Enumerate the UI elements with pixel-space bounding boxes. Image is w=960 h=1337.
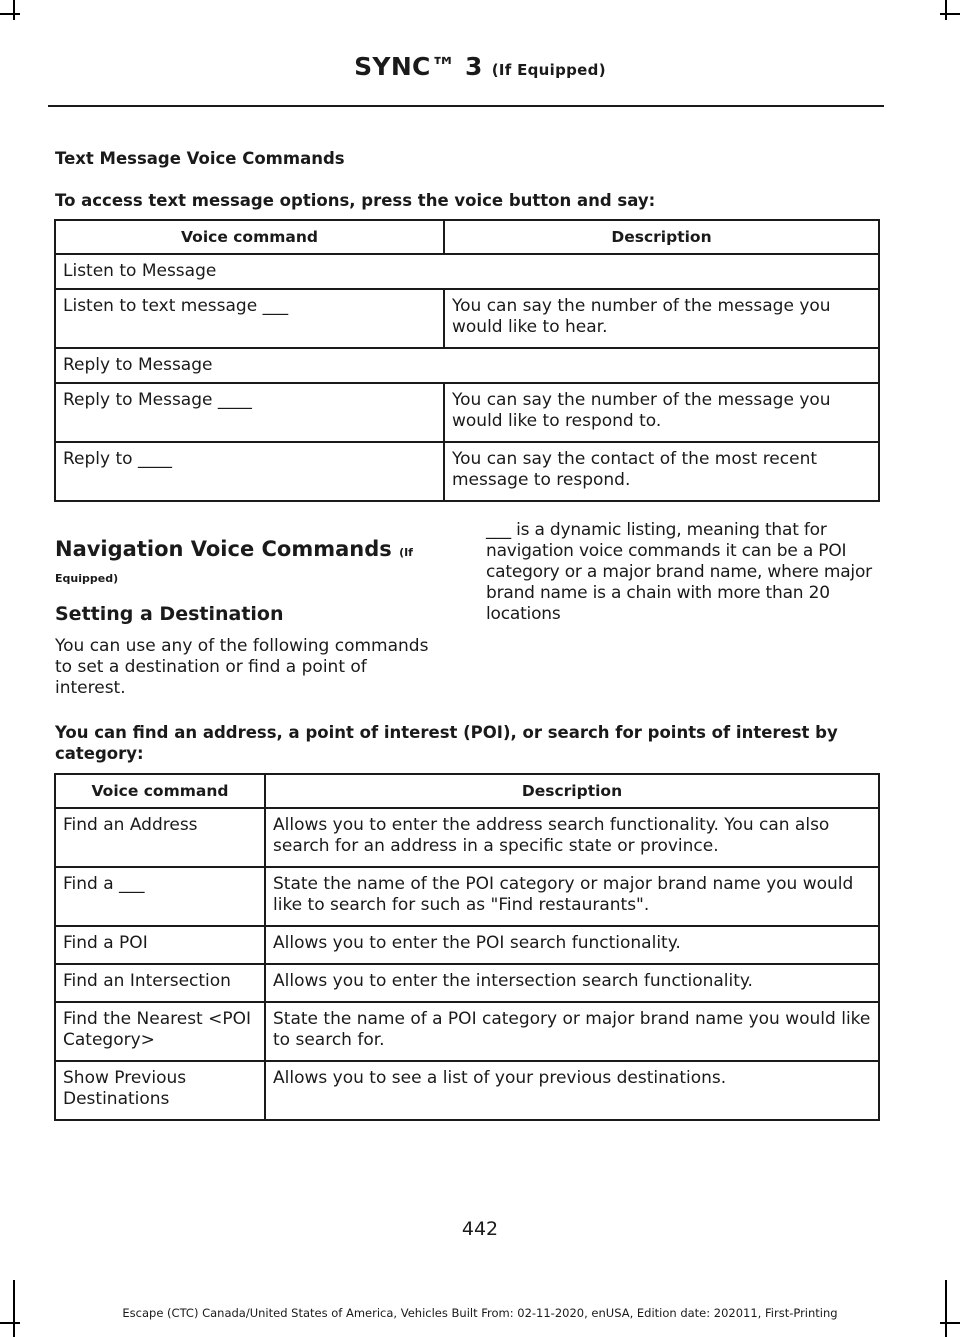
- text-section-intro: To access text message options, press the voice button and say:: [55, 191, 656, 210]
- page-footer: Escape (CTC) Canada/United States of America, Vehicles Built From: 02-11-2020, enUSA, Edition date: 202011, First-Printing: [122, 1306, 838, 1320]
- crop-mark: [0, 1322, 20, 1324]
- table-row: [55, 964, 879, 1002]
- column-header-description: Description: [265, 774, 879, 808]
- voice-command-cell: Show Previous Destinations: [55, 1061, 265, 1120]
- nav-section-title: [55, 536, 435, 566]
- setting-destination-heading: Setting a Destination: [55, 603, 284, 625]
- crop-mark: [945, 0, 947, 20]
- column-header-voice-command: Voice command: [55, 774, 265, 808]
- voice-command-cell: Find an Intersection: [55, 964, 265, 1002]
- table-row: [55, 867, 879, 926]
- nav-left-column: [55, 536, 435, 699]
- voice-command-cell: Find the Nearest <POI Category>: [55, 1002, 265, 1061]
- table-row: [55, 1061, 879, 1120]
- voice-command-cell: Reply to Message ____: [55, 383, 444, 442]
- text-section-title: Text Message Voice Commands: [55, 149, 345, 168]
- crop-mark: [0, 13, 20, 15]
- nav-title-suffix-line2: Equipped): [55, 572, 119, 585]
- section-label: Reply to Message: [55, 348, 879, 383]
- table-header-row: [55, 774, 879, 808]
- crop-mark: [940, 13, 960, 15]
- description-cell: State the name of the POI category or major brand name you would like to search for such as "Find restaurants".: [265, 867, 879, 926]
- section-label: Listen to Message: [55, 254, 879, 289]
- nav-table-intro: You can find an address, a point of interest (POI), or search for points of interest by category:: [55, 723, 838, 763]
- description-cell: Allows you to enter the POI search functionality.: [265, 926, 879, 964]
- table-row: [55, 926, 879, 964]
- voice-command-cell: Find an Address: [55, 808, 265, 867]
- description-cell: You can say the contact of the most recent message to respond.: [444, 442, 879, 501]
- text-message-commands-table: [54, 219, 880, 502]
- description-cell: You can say the number of the message you would like to respond to.: [444, 383, 879, 442]
- description-cell: State the name of a POI category or major brand name you would like to search for.: [265, 1002, 879, 1061]
- header-rule: [48, 105, 884, 107]
- table-header-row: [55, 220, 879, 254]
- description-cell: Allows you to see a list of your previous destinations.: [265, 1061, 879, 1120]
- voice-command-cell: Reply to ____: [55, 442, 444, 501]
- crop-mark: [940, 1322, 960, 1324]
- description-cell: Allows you to enter the intersection search functionality.: [265, 964, 879, 1002]
- column-header-voice-command: Voice command: [55, 220, 444, 254]
- nav-title-suffix: (If: [399, 546, 413, 559]
- voice-command-cell: Find a ___: [55, 867, 265, 926]
- table-section-row: [55, 348, 879, 383]
- navigation-commands-table: [54, 773, 880, 1121]
- table-section-row: [55, 254, 879, 289]
- dynamic-listing-note: ___ is a dynamic listing, meaning that for navigation voice commands it can be a POI category or a major brand name, where major brand name is a chain with more than 20 locations: [486, 520, 872, 624]
- table-row: [55, 383, 879, 442]
- table-row: [55, 808, 879, 867]
- header-subtitle: (If Equipped): [491, 61, 606, 79]
- table-row: [55, 1002, 879, 1061]
- table-row: [55, 442, 879, 501]
- table-row: [55, 289, 879, 348]
- nav-title-text: Navigation Voice Commands: [55, 537, 392, 561]
- page-header: [0, 52, 960, 81]
- description-cell: You can say the number of the message you would like to hear.: [444, 289, 879, 348]
- page-number: 442: [461, 1218, 499, 1240]
- description-cell: Allows you to enter the address search functionality. You can also search for an address in a specific state or province.: [265, 808, 879, 867]
- voice-command-cell: Listen to text message ___: [55, 289, 444, 348]
- voice-command-cell: Find a POI: [55, 926, 265, 964]
- column-header-description: Description: [444, 220, 879, 254]
- setting-destination-paragraph: You can use any of the following commands to set a destination or find a point of interest.: [55, 636, 429, 698]
- crop-mark: [13, 0, 15, 20]
- header-title: SYNC™ 3: [354, 52, 483, 81]
